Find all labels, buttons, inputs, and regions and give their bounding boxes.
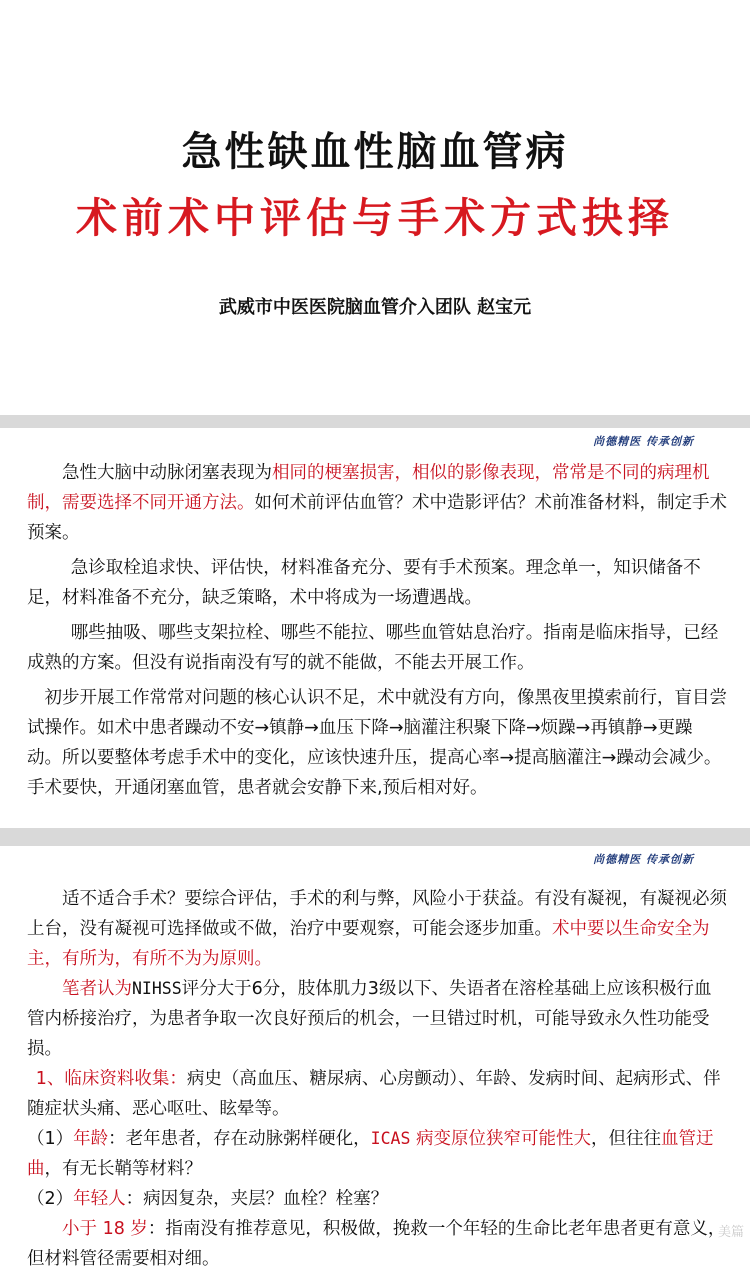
paragraph: 急诊取栓追求快、评估快，材料准备充分、要有手术预案。理念单一，知识储备不足，材料准备不充分，缺乏策略，术中将成为一场遭遇战。 bbox=[27, 558, 701, 608]
slide-divider bbox=[0, 415, 750, 428]
slide-body bbox=[27, 884, 727, 1274]
watermark: 美篇 bbox=[717, 1225, 744, 1240]
slide-body bbox=[27, 458, 727, 803]
paragraph: 笔者认为NIHSS评分大于6分，肢体肌力3级以下、失语者在溶栓基础上应该积极行血管内桥接治疗，为患者争取一次良好预后的机会，一旦错过时机，可能导致永久性功能受损。 bbox=[27, 979, 712, 1059]
paragraph: （2）年轻人：病因复杂，夹层？血栓？栓塞？ bbox=[27, 1189, 389, 1209]
paragraph: 哪些抽吸、哪些支架拉栓、哪些不能拉、哪些血管姑息治疗。指南是临床指导，已经成熟的方案。但没有说指南没有写的就不能做，不能去开展工作。 bbox=[27, 623, 719, 673]
content-slide-1 bbox=[0, 428, 750, 828]
cover-subtitle: 术前术中评估与手术方式抉择 bbox=[76, 194, 674, 242]
paragraph: 初步开展工作常常对问题的核心认识不足，术中就没有方向，像黑夜里摸索前行，盲目尝试操作。如术中患者躁动不安→镇静→血压下降→脑灌注积聚下降→烦躁→再镇静→更躁动。所以要整体考虑手术中的变化，应该快速升压，提高心率→提高脑灌注→躁动会减少。手术要快，开通闭塞血管，患者就会安静下来,预后相对好。 bbox=[27, 688, 727, 798]
motto-label: 尚德精医 传承创新 bbox=[593, 435, 694, 448]
content-slide-2 bbox=[0, 846, 750, 1278]
slide-divider bbox=[0, 828, 750, 846]
paragraph: 适不适合手术？要综合评估，手术的利与弊，风险小于获益。有没有凝视，有凝视必须上台，没有凝视可选择做或不做，治疗中要观察，可能会逐步加重。术中要以生命安全为主，有所为，有所不为为原则。 bbox=[27, 889, 727, 969]
motto-label: 尚德精医 传承创新 bbox=[593, 853, 694, 866]
paragraph: 急性大脑中动脉闭塞表现为相同的梗塞损害，相似的影像表现，常常是不同的病理机制，需要选择不同开通方法。如何术前评估血管？术中造影评估？术前准备材料，制定手术预案。 bbox=[27, 463, 727, 543]
paragraph: 1、临床资料收集：病史（高血压、糖尿病、心房颤动）、年龄、发病时间、起病形式、伴随症状头痛、恶心呕吐、眩晕等。 bbox=[27, 1069, 721, 1119]
paragraph: 小于 18 岁：指南没有推荐意见，积极做，挽救一个年轻的生命比老年患者更有意义，但材料管径需要相对细。 bbox=[27, 1219, 726, 1269]
cover-slide bbox=[0, 0, 750, 415]
cover-author: 武威市中医医院脑血管介入团队 赵宝元 bbox=[218, 297, 532, 318]
cover-title: 急性缺血性脑血管病 bbox=[181, 128, 569, 175]
paragraph: （1）年龄：老年患者，存在动脉粥样硬化，ICAS 病变原位狭窄可能性大，但往往血管迂曲，有无长鞘等材料？ bbox=[27, 1129, 714, 1179]
